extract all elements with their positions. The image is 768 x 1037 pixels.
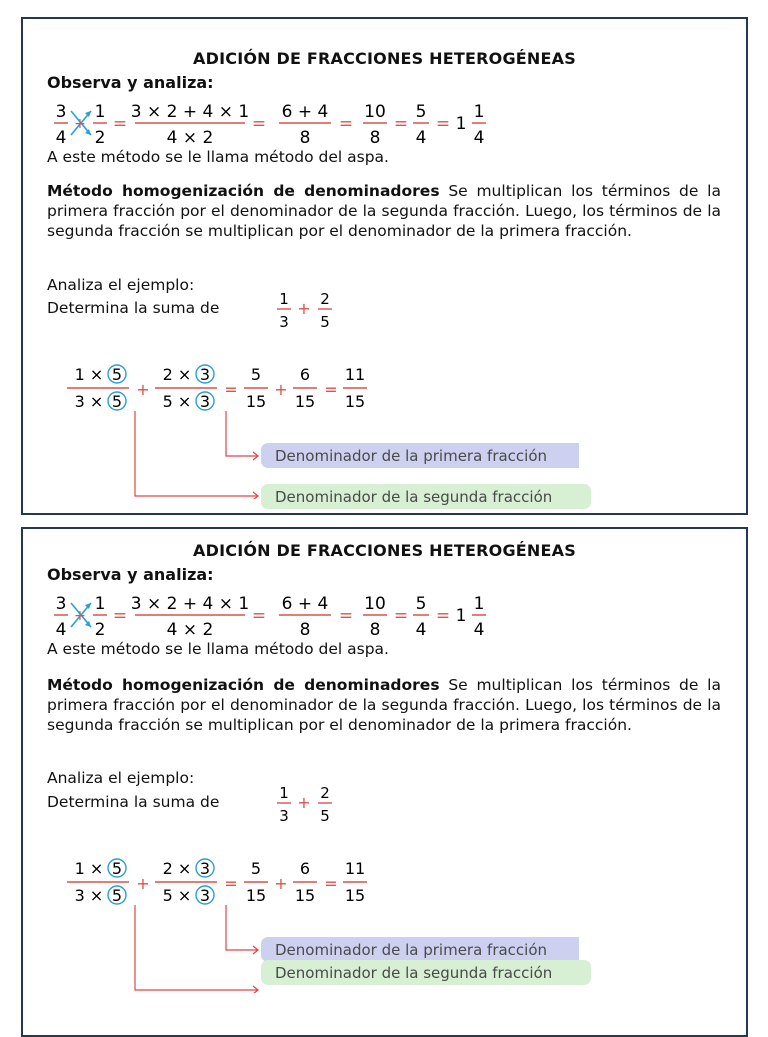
svg-text:1: 1 <box>94 594 106 614</box>
frac-a-den: 4 <box>55 128 67 148</box>
svg-text:4: 4 <box>55 620 67 640</box>
svg-text:3: 3 <box>199 859 211 878</box>
frac-b-num: 1 <box>94 102 106 122</box>
method-paragraph <box>47 675 721 735</box>
aspa-note: A este método se le llama método del aspa. <box>47 640 389 658</box>
f2-den-b: 3 <box>199 392 211 411</box>
step4-den: 4 <box>415 128 427 148</box>
r3-num: 11 <box>344 365 366 384</box>
svg-text:Denominador de la segunda frac: Denominador de la segunda fracción <box>275 964 553 982</box>
step3-num: 10 <box>364 102 386 122</box>
svg-text:3 × 2 + 4 × 1: 3 × 2 + 4 × 1 <box>130 594 250 614</box>
frac-b-den: 2 <box>94 128 106 148</box>
determina-label: Determina la suma de <box>47 299 220 317</box>
card-title: ADICIÓN DE FRACCIONES HETEROGÉNEAS <box>193 49 576 68</box>
method-heading: Método homogenización de denominadores <box>47 182 440 200</box>
label-second-box <box>259 484 595 512</box>
equals-sign: = <box>435 114 451 134</box>
svg-text:5: 5 <box>111 886 123 905</box>
f2-num-a: 2 × <box>162 365 192 384</box>
plus-sign: + <box>74 116 86 132</box>
homogenization-diagram <box>59 359 579 499</box>
aspa-formula <box>53 591 533 641</box>
mixed-whole: 1 <box>455 114 467 134</box>
f1-den-b: 5 <box>111 392 123 411</box>
svg-text:=: = <box>338 606 354 626</box>
svg-text:=: = <box>251 606 267 626</box>
equals-sign: = <box>112 114 128 134</box>
svg-text:15: 15 <box>245 886 267 905</box>
step2-den: 8 <box>299 128 311 148</box>
svg-text:3: 3 <box>279 807 289 825</box>
example-sum <box>271 287 341 335</box>
method-text: Se multiplican los términos de la primera fracción por el denominador de la segunda fracción. Luego, los términos de la segunda fracción se multiplican por el denominador de la primera fracción. <box>47 676 721 734</box>
plus-sign: + <box>136 380 150 399</box>
svg-text:Denominador de la primera frac: Denominador de la primera fracción <box>275 941 548 959</box>
svg-text:8: 8 <box>369 620 381 640</box>
r3-den: 15 <box>344 392 366 411</box>
ex-a-den: 3 <box>279 313 289 331</box>
svg-text:15: 15 <box>294 886 316 905</box>
svg-text:2: 2 <box>94 620 106 640</box>
f2-den-a: 5 × <box>162 392 192 411</box>
svg-text:1: 1 <box>279 784 289 802</box>
mixed-den: 4 <box>473 128 485 148</box>
step2-num: 6 + 4 <box>281 102 329 122</box>
svg-text:=: = <box>435 606 451 626</box>
determina-label: Determina la suma de <box>47 793 220 811</box>
svg-text:6 + 4: 6 + 4 <box>281 594 329 614</box>
svg-text:+: + <box>136 874 150 893</box>
equals-sign: = <box>338 114 354 134</box>
svg-text:=: = <box>224 874 238 893</box>
aspa-formula <box>53 99 533 149</box>
svg-text:+: + <box>74 608 86 624</box>
worksheet-card-1 <box>21 17 748 515</box>
svg-text:2 ×: 2 × <box>162 859 192 878</box>
svg-text:3: 3 <box>199 886 211 905</box>
svg-text:=: = <box>112 606 128 626</box>
equals-sign: = <box>224 380 238 399</box>
r2-den: 15 <box>294 392 316 411</box>
analiza-label: Analiza el ejemplo: <box>47 769 195 787</box>
step1-num: 3 × 2 + 4 × 1 <box>130 102 250 122</box>
svg-text:1: 1 <box>455 606 467 626</box>
ex-b-num: 2 <box>320 290 330 308</box>
mixed-num: 1 <box>473 102 485 122</box>
equals-sign: = <box>393 114 409 134</box>
card-title: ADICIÓN DE FRACCIONES HETEROGÉNEAS <box>193 541 576 560</box>
svg-text:+: + <box>297 793 311 812</box>
plus-sign: + <box>274 380 288 399</box>
svg-text:4: 4 <box>473 620 485 640</box>
frac-a-num: 3 <box>55 102 67 122</box>
svg-text:4: 4 <box>415 620 427 640</box>
svg-text:1 ×: 1 × <box>74 859 104 878</box>
card-subtitle: Observa y analiza: <box>47 73 214 92</box>
arrow-second <box>135 411 257 496</box>
example-sum <box>271 781 341 829</box>
analiza-label: Analiza el ejemplo: <box>47 276 195 294</box>
equals-sign: = <box>251 114 267 134</box>
step4-num: 5 <box>415 102 427 122</box>
worksheet-card-2 <box>21 527 748 1037</box>
svg-text:5: 5 <box>320 807 330 825</box>
r1-num: 5 <box>250 365 262 384</box>
svg-text:5: 5 <box>111 859 123 878</box>
svg-text:6: 6 <box>299 859 311 878</box>
method-paragraph <box>47 181 721 241</box>
arrow-first <box>226 411 257 456</box>
r1-den: 15 <box>245 392 267 411</box>
svg-text:5: 5 <box>250 859 262 878</box>
svg-text:=: = <box>393 606 409 626</box>
step3-den: 8 <box>369 128 381 148</box>
aspa-note: A este método se le llama método del aspa. <box>47 148 389 166</box>
f2-num-b: 3 <box>199 365 211 384</box>
svg-text:15: 15 <box>344 886 366 905</box>
ex-a-num: 1 <box>279 290 289 308</box>
svg-text:4 × 2: 4 × 2 <box>166 620 214 640</box>
svg-text:5 ×: 5 × <box>162 886 192 905</box>
ex-b-den: 5 <box>320 313 330 331</box>
svg-text:=: = <box>324 874 338 893</box>
method-text: Se multiplican los términos de la primera fracción por el denominador de la segunda fracción. Luego, los términos de la segunda fracción se multiplican por el denominador de la primera fracción. <box>47 182 721 240</box>
equals-sign: = <box>324 380 338 399</box>
label-second: Denominador de la segunda fracción <box>275 488 553 506</box>
step1-den: 4 × 2 <box>166 128 214 148</box>
svg-text:8: 8 <box>299 620 311 640</box>
svg-text:2: 2 <box>320 784 330 802</box>
r2-num: 6 <box>299 365 311 384</box>
svg-text:1: 1 <box>473 594 485 614</box>
svg-text:10: 10 <box>364 594 386 614</box>
svg-text:5: 5 <box>415 594 427 614</box>
svg-text:3: 3 <box>55 594 67 614</box>
card-subtitle: Observa y analiza: <box>47 565 214 584</box>
f1-num-a: 1 × <box>74 365 104 384</box>
f1-num-b: 5 <box>111 365 123 384</box>
f1-den-a: 3 × <box>74 392 104 411</box>
method-heading: Método homogenización de denominadores <box>47 676 440 694</box>
svg-text:+: + <box>274 874 288 893</box>
svg-text:11: 11 <box>344 859 366 878</box>
svg-text:3 ×: 3 × <box>74 886 104 905</box>
plus-sign: + <box>297 299 311 318</box>
label-second-box <box>259 960 595 988</box>
label-first: Denominador de la primera fracción <box>275 447 548 465</box>
